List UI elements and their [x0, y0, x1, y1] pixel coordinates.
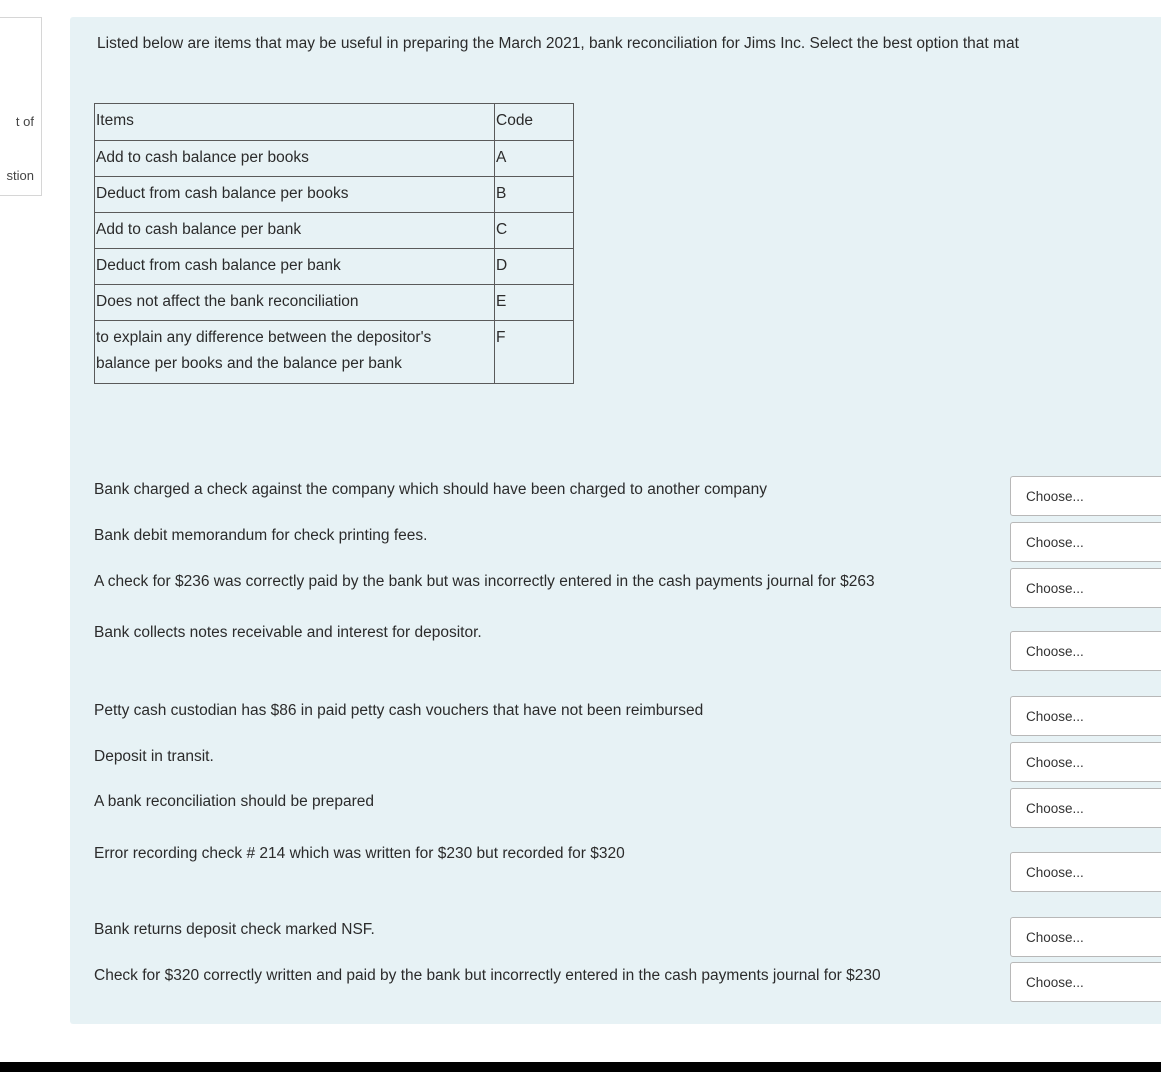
answer-select[interactable]: Choose... — [1010, 696, 1161, 736]
table-row — [95, 321, 574, 384]
statement-label: Petty cash custodian has $86 in paid petty cash vouchers that have not been reimbursed — [94, 702, 704, 719]
table-header-row — [95, 104, 574, 141]
table-cell-code: C — [495, 213, 574, 249]
table-cell-item-line: to explain any difference between the depositor's — [96, 329, 432, 346]
table-cell-item: Add to cash balance per books — [95, 141, 495, 177]
table-header-items: Items — [95, 104, 495, 141]
answer-select[interactable]: Choose... — [1010, 742, 1161, 782]
table-cell-item: Deduct from cash balance per bank — [95, 249, 495, 285]
table-cell-item-line: balance per books and the balance per bank — [96, 355, 402, 372]
statement-label: A bank reconciliation should be prepared — [94, 793, 375, 810]
side-panel-text-fragment: stion — [6, 168, 34, 183]
answer-select[interactable]: Choose... — [1010, 476, 1161, 516]
answer-select[interactable]: Choose... — [1010, 522, 1161, 562]
answer-select[interactable]: Choose... — [1010, 852, 1161, 892]
table-cell-item: Deduct from cash balance per books — [95, 177, 495, 213]
statement-label: Deposit in transit. — [94, 748, 214, 765]
statement-label: Bank collects notes receivable and interest for depositor. — [94, 624, 482, 641]
question-intro-text: Listed below are items that may be useful in preparing the March 2021, bank reconciliation for Jims Inc. Select the best option that mat — [97, 35, 1019, 52]
answer-select[interactable]: Choose... — [1010, 568, 1161, 608]
table-row — [95, 141, 574, 177]
statement-label: Error recording check # 214 which was written for $230 but recorded for $320 — [94, 845, 625, 862]
table-row — [95, 177, 574, 213]
statement-label: Bank returns deposit check marked NSF. — [94, 921, 375, 938]
table-cell-code: D — [495, 249, 574, 285]
table-cell-code: F — [495, 321, 574, 384]
table-row — [95, 249, 574, 285]
table-cell-code: E — [495, 285, 574, 321]
statement-label: Bank charged a check against the company which should have been charged to another company — [94, 481, 767, 498]
table-row — [95, 285, 574, 321]
answer-select[interactable]: Choose... — [1010, 788, 1161, 828]
table-cell-code: A — [495, 141, 574, 177]
quiz-navigation-panel — [0, 17, 42, 196]
answer-select[interactable]: Choose... — [1010, 631, 1161, 671]
table-cell-item: Does not affect the bank reconciliation — [95, 285, 495, 321]
table-cell-code: B — [495, 177, 574, 213]
bottom-black-bar — [0, 1062, 1161, 1072]
statement-label: A check for $236 was correctly paid by the bank but was incorrectly entered in the cash payments journal for $263 — [94, 573, 875, 590]
table-row — [95, 213, 574, 249]
table-cell-item: Add to cash balance per bank — [95, 213, 495, 249]
code-table — [94, 103, 574, 384]
side-panel-text-fragment: t of — [15, 114, 34, 129]
statement-label: Bank debit memorandum for check printing fees. — [94, 527, 428, 544]
statement-label: Check for $320 correctly written and paid by the bank but incorrectly entered in the cash payments journal for $230 — [94, 967, 881, 984]
answer-select[interactable]: Choose... — [1010, 917, 1161, 957]
table-header-code: Code — [495, 104, 574, 141]
answer-select[interactable]: Choose... — [1010, 962, 1161, 1002]
table-cell-item — [95, 321, 495, 384]
